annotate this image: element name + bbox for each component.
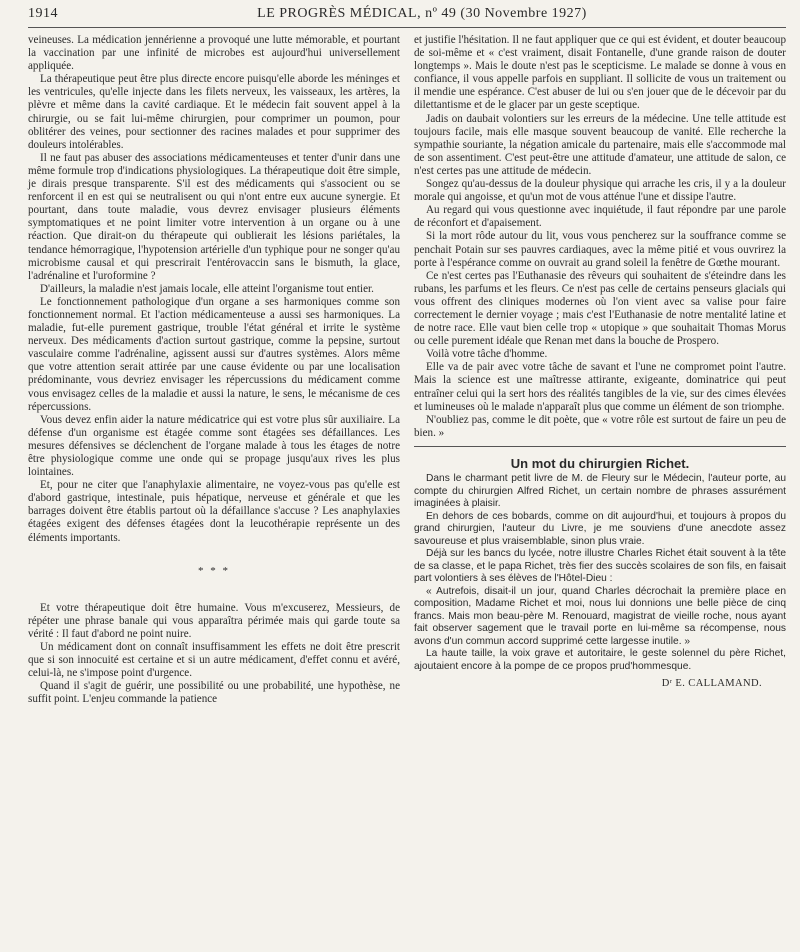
paragraph: Elle va de pair avec votre tâche de savant et l'une ne compromet point l'autre. Mais la science est une maîtresse attirante, exigeante, dominatrice qui peut entraîner celui qui la sert hors des réalités tangibles de la vie, sur des cimes élevées et lumineuses où le malade n'apparaît plus que comme un élément de son triomphe. [414,361,786,413]
text-columns [28,34,786,707]
section-divider [414,446,786,447]
paragraph: La thérapeutique peut être plus directe encore puisqu'elle aborde les méninges et les ventricules, qu'elle injecte dans les filets nerveux, les vaisseaux, les artères, la plèvre et même dans la cavité cardiaque. Et le médecin fait souvent appel à la chirurgie, ou se fait lui-même chirurgien, pour comprimer un poumon, pour oblitérer des veines, pour sectionner des racines malades et pour supprimer des douleurs intolérables. [28,73,400,151]
left-column [28,34,400,707]
paragraph: Vous devez enfin aider la nature médicatrice qui est votre plus sûr auxiliaire. La défense d'un organisme est étagée comme sont étagées ses défaillances. Les mesures défensives se déclenchent de l'organe malade à tous les étages de notre être physiologique comme une onde qui se propage jusqu'aux rives les plus lointaines. [28,413,400,479]
subarticle-title: Un mot du chirurgien Richet. [510,455,690,471]
subarticle [414,457,786,690]
paragraph: Jadis on daubait volontiers sur les erreurs de la médecine. Une telle attitude est toujours facile, mais elle masque souvent beaucoup de vanité. Elle recherche la sympathie souriante, la négation amicale du partenaire, mais elle s'accommode mal de son assentiment. C'est peut-être une attitude d'amateur, une attitude de salon, ce n'est certes pas une attitude de médecin. [414,112,786,177]
paragraph: Au regard qui vous questionne avec inquiétude, il faut répondre par une parole de réconfort et d'apaisement. [414,204,786,230]
paragraph: Déjà sur les bancs du lycée, notre illustre Charles Richet était souvent à la tête de sa classe, et le papa Richet, très fier des succès scolaires de son fils, en faisait part volontiers à ses élèves de l'Hôtel-Dieu : [414,548,786,584]
paragraph: « Autrefois, disait-il un jour, quand Charles décrochait la première place en composition, Madame Richet et moi, nous lui donnions une belle pièce de cinq francs. Mais mon beau-père M. Renouard, magistrat de vieille roche, nous ayant fait observer sagement que le travail porte en lui-même sa récompense, nous avons d'un commun accord supprimé cette largesse inutile. » [414,585,786,647]
right-column [414,34,786,707]
page-number: 1914 [28,6,58,21]
paragraph: La haute taille, la voix grave et autoritaire, le geste solennel du père Richet, ajoutaient encore à la pompe de ce propos prud'hommesque. [414,648,786,672]
section-asterism: * * * [198,564,230,577]
paragraph: Songez qu'au-dessus de la douleur physique qui arrache les cris, il y a la douleur morale qui angoisse, et qu'un mot de vous atténue l'une et dissipe l'autre. [414,178,786,204]
paragraph: Voilà votre tâche d'homme. [426,348,548,361]
paragraph: Quand il s'agit de guérir, une possibilité ou une probabilité, une hypothèse, ne suffit point. L'enjeu commande la patience [28,680,400,706]
paragraph: Le fonctionnement pathologique d'un organe a ses harmoniques comme son fonctionnement normal. Et l'action médicamenteuse a aussi ses harmoniques. La maladie, fut-elle purement gastrique, trouble l'état général et irrite le système nerveux. Des médicaments d'action surtout gastrique, comme la pepsine, surtout vasculaire comme l'adrénaline, agissent aussi sur d'autres systèmes. Alors même que votre attention serait attirée par une cause évidente ou par une localisation prédominante, vous devriez envisager les répercussions du médicament comme vous envisagez celles de la maladie et aussi la nature, le sens, le mécanisme de ces répercussions. [28,295,400,413]
paragraph: D'ailleurs, la maladie n'est jamais locale, elle atteint l'organisme tout entier. [40,282,374,295]
paragraph: et justifie l'hésitation. Il ne faut appliquer que ce qui est évident, et douter beaucoup de soi-même et « c'est vraiment, disait Fontanelle, d'une grande raison de douter longtemps ». Mais le doute n'est pas le scepticisme. Le malade se donne à vous en confiance, il vous appelle parfois en suppliant. Il sollicite de vous un traitement ou il mendie une espérance. C'est abuser de lui ou s'en jouer que de le décevoir par du dilettantisme et de le glacer par un geste sceptique. [414,34,786,112]
paragraph: veineuses. La médication jennérienne a provoqué une lutte mémorable, et pourtant la vaccination par une infinité de microbes est aujourd'hui universellement appliquée. [28,34,400,73]
paragraph: Dans le charmant petit livre de M. de Fleury sur le Médecin, l'auteur porte, au compte du chirurgien Alfred Richet, un certain nombre de phrases assurément imaginées à plaisir. [414,473,786,509]
paragraph: Et votre thérapeutique doit être humaine. Vous m'excuserez, Messieurs, de répéter une phrase banale qui vous apparaîtra périmée mais qui garde toute sa vérité : Il faut d'abord ne point nuire. [28,601,400,640]
paragraph: En dehors de ces bobards, comme on dit aujourd'hui, et toujours à propos du grand chirurgien, l'auteur du Livre, je me souviens d'une anecdote assez savoureuse et plus vraisemblable, sinon plus vraie. [414,510,786,547]
paragraph: Il ne faut pas abuser des associations médicamenteuses et tenter d'unir dans une même formule trop d'indications physiologiques. La thérapeutique doit être simple, je dirais presque transparente. S'il est des médicaments qui s'associent ou se renforcent il en est qui se neutralisent ou qui n'ont entre eux aucune synergie. Et pourtant, dans toute maladie, vous devrez envisager plusieurs éléments symptomatiques et ne point limiter votre intervention à un organe ou à une réaction. Que dirait-on du thérapeute qui oublierait les lésions pariétales, la tendance hémorragique, l'hypotension artérielle d'un typhique pour ne songer qu'au microbisme causal et qui prescrirait l'entérovaccin sans le bismuth, la glace, l'adrénaline et l'uroformine ? [28,151,400,282]
paragraph: N'oubliez pas, comme le dit poète, que « votre rôle est surtout de faire un peu de bien. » [414,413,786,439]
page-header [28,6,786,28]
author-signature: Dʳ E. CALLAMAND. [661,678,762,689]
paragraph: Et, pour ne citer que l'anaphylaxie alimentaire, ne voyez-vous pas qu'elle est d'abord gastrique, intestinale, puis hépatique, nerveuse et générale et que les barrages doivent être établis partout où la défaillance s'accuse ? Les anaphylaxies étagées exigent des défenses étagées dont la leucothérapie représente un des éléments importants. [28,479,400,544]
paragraph: Un médicament dont on connaît insuffisamment les effets ne doit être prescrit que si son innocuité est certaine et si un autre médicament, d'effet connu et avéré, celui-là, ne s'impose point d'urgence. [28,641,400,680]
paragraph: Si la mort rôde autour du lit, vous vous pencherez sur la souffrance comme se penchait Potain sur ses pauvres cardiaques, avec la même pitié et vous ouvrirez la porte à l'espérance comme on ouvrait au grand soleil la fenêtre de Gœthe mourant. [414,230,786,269]
running-title: LE PROGRÈS MÉDICAL, nº 49 (30 Novembre 1927) [257,6,587,21]
paragraph: Ce n'est certes pas l'Euthanasie des rêveurs qui souhaitent de s'éteindre dans les rubans, les parfums et les fleurs. Ce n'est pas celle de certains penseurs glacials qui vous offrent des cliniques modernes où l'on vient avec sa valise pour faire correctement le dernier voyage ; mais c'est l'Euthanasie de notre mentalité latine et de notre race. Elle vaut bien celle trop « utopique » que souhaitait Thomas Morus ou celle purement idéale que Renan met dans la bouche de Prospero. [414,269,786,348]
